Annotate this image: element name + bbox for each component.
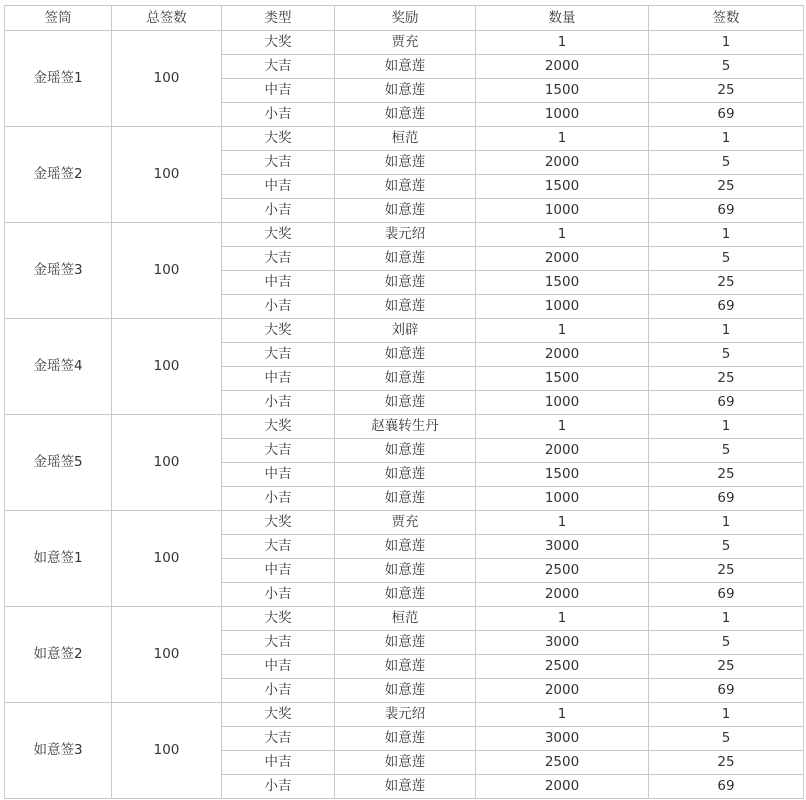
type-cell: 中吉	[222, 463, 335, 487]
quantity-cell: 2000	[476, 247, 649, 271]
quantity-cell: 2500	[476, 751, 649, 775]
total-sticks-cell: 100	[112, 607, 222, 703]
stick-count-cell: 5	[649, 535, 804, 559]
quantity-cell: 3000	[476, 727, 649, 751]
table-body	[5, 31, 804, 799]
draw-box-name: 金瑶签4	[5, 319, 112, 415]
stick-count-cell: 5	[649, 439, 804, 463]
type-cell: 大奖	[222, 415, 335, 439]
reward-cell: 如意莲	[335, 79, 476, 103]
table-row	[5, 223, 804, 247]
reward-cell: 赵襄转生丹	[335, 415, 476, 439]
quantity-cell: 2000	[476, 583, 649, 607]
quantity-cell: 1	[476, 223, 649, 247]
draw-box-name: 金瑶签1	[5, 31, 112, 127]
reward-cell: 如意莲	[335, 631, 476, 655]
quantity-cell: 1500	[476, 79, 649, 103]
type-cell: 小吉	[222, 775, 335, 799]
stick-count-cell: 69	[649, 775, 804, 799]
type-cell: 大奖	[222, 127, 335, 151]
header-draw-box: 签筒	[5, 6, 112, 31]
reward-cell: 裴元绍	[335, 703, 476, 727]
quantity-cell: 2500	[476, 559, 649, 583]
quantity-cell: 1	[476, 31, 649, 55]
quantity-cell: 3000	[476, 631, 649, 655]
header-quantity: 数量	[476, 6, 649, 31]
quantity-cell: 1000	[476, 487, 649, 511]
reward-cell: 如意莲	[335, 463, 476, 487]
type-cell: 中吉	[222, 751, 335, 775]
reward-cell: 如意莲	[335, 439, 476, 463]
quantity-cell: 2000	[476, 679, 649, 703]
total-sticks-cell: 100	[112, 415, 222, 511]
type-cell: 中吉	[222, 367, 335, 391]
reward-cell: 如意莲	[335, 655, 476, 679]
reward-cell: 贾充	[335, 511, 476, 535]
header-reward: 奖励	[335, 6, 476, 31]
table-row	[5, 703, 804, 727]
reward-cell: 如意莲	[335, 583, 476, 607]
reward-cell: 如意莲	[335, 55, 476, 79]
type-cell: 中吉	[222, 79, 335, 103]
quantity-cell: 2500	[476, 655, 649, 679]
reward-cell: 贾充	[335, 31, 476, 55]
quantity-cell: 1000	[476, 103, 649, 127]
reward-cell: 如意莲	[335, 487, 476, 511]
stick-count-cell: 69	[649, 103, 804, 127]
stick-count-cell: 69	[649, 391, 804, 415]
type-cell: 大奖	[222, 703, 335, 727]
type-cell: 大奖	[222, 223, 335, 247]
reward-cell: 如意莲	[335, 751, 476, 775]
quantity-cell: 3000	[476, 535, 649, 559]
quantity-cell: 2000	[476, 439, 649, 463]
stick-count-cell: 1	[649, 703, 804, 727]
total-sticks-cell: 100	[112, 319, 222, 415]
draw-box-name: 如意签2	[5, 607, 112, 703]
quantity-cell: 1500	[476, 463, 649, 487]
quantity-cell: 1500	[476, 367, 649, 391]
table-row	[5, 511, 804, 535]
draw-box-name: 金瑶签2	[5, 127, 112, 223]
type-cell: 中吉	[222, 175, 335, 199]
stick-count-cell: 1	[649, 223, 804, 247]
type-cell: 大吉	[222, 439, 335, 463]
table-row	[5, 31, 804, 55]
reward-cell: 如意莲	[335, 247, 476, 271]
type-cell: 中吉	[222, 655, 335, 679]
stick-count-cell: 5	[649, 343, 804, 367]
quantity-cell: 2000	[476, 55, 649, 79]
stick-count-cell: 1	[649, 127, 804, 151]
reward-cell: 桓范	[335, 127, 476, 151]
type-cell: 小吉	[222, 583, 335, 607]
reward-cell: 如意莲	[335, 343, 476, 367]
reward-cell: 如意莲	[335, 199, 476, 223]
reward-cell: 如意莲	[335, 535, 476, 559]
stick-count-cell: 25	[649, 751, 804, 775]
stick-count-cell: 69	[649, 295, 804, 319]
header-type: 类型	[222, 6, 335, 31]
reward-cell: 如意莲	[335, 727, 476, 751]
stick-count-cell: 25	[649, 463, 804, 487]
header-row	[5, 6, 804, 31]
stick-count-cell: 69	[649, 487, 804, 511]
stick-count-cell: 5	[649, 727, 804, 751]
reward-cell: 如意莲	[335, 775, 476, 799]
quantity-cell: 1	[476, 703, 649, 727]
type-cell: 大奖	[222, 607, 335, 631]
stick-count-cell: 1	[649, 415, 804, 439]
type-cell: 中吉	[222, 271, 335, 295]
type-cell: 小吉	[222, 295, 335, 319]
stick-count-cell: 69	[649, 679, 804, 703]
quantity-cell: 1000	[476, 295, 649, 319]
type-cell: 大吉	[222, 535, 335, 559]
table-row	[5, 127, 804, 151]
stick-count-cell: 5	[649, 247, 804, 271]
total-sticks-cell: 100	[112, 31, 222, 127]
quantity-cell: 1500	[476, 271, 649, 295]
draw-box-name: 金瑶签3	[5, 223, 112, 319]
type-cell: 大吉	[222, 247, 335, 271]
stick-count-cell: 25	[649, 271, 804, 295]
stick-count-cell: 5	[649, 151, 804, 175]
total-sticks-cell: 100	[112, 127, 222, 223]
draw-box-name: 如意签3	[5, 703, 112, 799]
stick-count-cell: 1	[649, 511, 804, 535]
type-cell: 大奖	[222, 511, 335, 535]
total-sticks-cell: 100	[112, 223, 222, 319]
type-cell: 小吉	[222, 391, 335, 415]
reward-cell: 如意莲	[335, 271, 476, 295]
quantity-cell: 1000	[476, 391, 649, 415]
reward-cell: 如意莲	[335, 559, 476, 583]
type-cell: 大吉	[222, 727, 335, 751]
stick-count-cell: 25	[649, 175, 804, 199]
type-cell: 中吉	[222, 559, 335, 583]
type-cell: 大吉	[222, 631, 335, 655]
total-sticks-cell: 100	[112, 703, 222, 799]
type-cell: 小吉	[222, 487, 335, 511]
quantity-cell: 1000	[476, 199, 649, 223]
stick-count-cell: 69	[649, 199, 804, 223]
quantity-cell: 2000	[476, 151, 649, 175]
type-cell: 大吉	[222, 55, 335, 79]
table-row	[5, 415, 804, 439]
table-row	[5, 319, 804, 343]
quantity-cell: 1	[476, 127, 649, 151]
quantity-cell: 2000	[476, 343, 649, 367]
draw-box-name: 金瑶签5	[5, 415, 112, 511]
stick-count-cell: 25	[649, 79, 804, 103]
header-stick-count: 签数	[649, 6, 804, 31]
type-cell: 小吉	[222, 679, 335, 703]
type-cell: 大吉	[222, 343, 335, 367]
lottery-table	[4, 5, 804, 799]
reward-cell: 如意莲	[335, 175, 476, 199]
quantity-cell: 1	[476, 319, 649, 343]
quantity-cell: 1	[476, 511, 649, 535]
reward-cell: 刘辟	[335, 319, 476, 343]
header-total-sticks: 总签数	[112, 6, 222, 31]
reward-cell: 如意莲	[335, 151, 476, 175]
quantity-cell: 2000	[476, 775, 649, 799]
reward-cell: 如意莲	[335, 367, 476, 391]
table-row	[5, 607, 804, 631]
stick-count-cell: 25	[649, 655, 804, 679]
total-sticks-cell: 100	[112, 511, 222, 607]
draw-box-name: 如意签1	[5, 511, 112, 607]
reward-cell: 桓范	[335, 607, 476, 631]
stick-count-cell: 25	[649, 367, 804, 391]
reward-cell: 如意莲	[335, 295, 476, 319]
reward-cell: 裴元绍	[335, 223, 476, 247]
reward-cell: 如意莲	[335, 391, 476, 415]
stick-count-cell: 25	[649, 559, 804, 583]
type-cell: 小吉	[222, 103, 335, 127]
quantity-cell: 1500	[476, 175, 649, 199]
type-cell: 大奖	[222, 31, 335, 55]
stick-count-cell: 5	[649, 55, 804, 79]
stick-count-cell: 69	[649, 583, 804, 607]
type-cell: 大奖	[222, 319, 335, 343]
quantity-cell: 1	[476, 415, 649, 439]
stick-count-cell: 1	[649, 319, 804, 343]
stick-count-cell: 5	[649, 631, 804, 655]
type-cell: 小吉	[222, 199, 335, 223]
type-cell: 大吉	[222, 151, 335, 175]
stick-count-cell: 1	[649, 607, 804, 631]
reward-cell: 如意莲	[335, 679, 476, 703]
stick-count-cell: 1	[649, 31, 804, 55]
reward-cell: 如意莲	[335, 103, 476, 127]
quantity-cell: 1	[476, 607, 649, 631]
